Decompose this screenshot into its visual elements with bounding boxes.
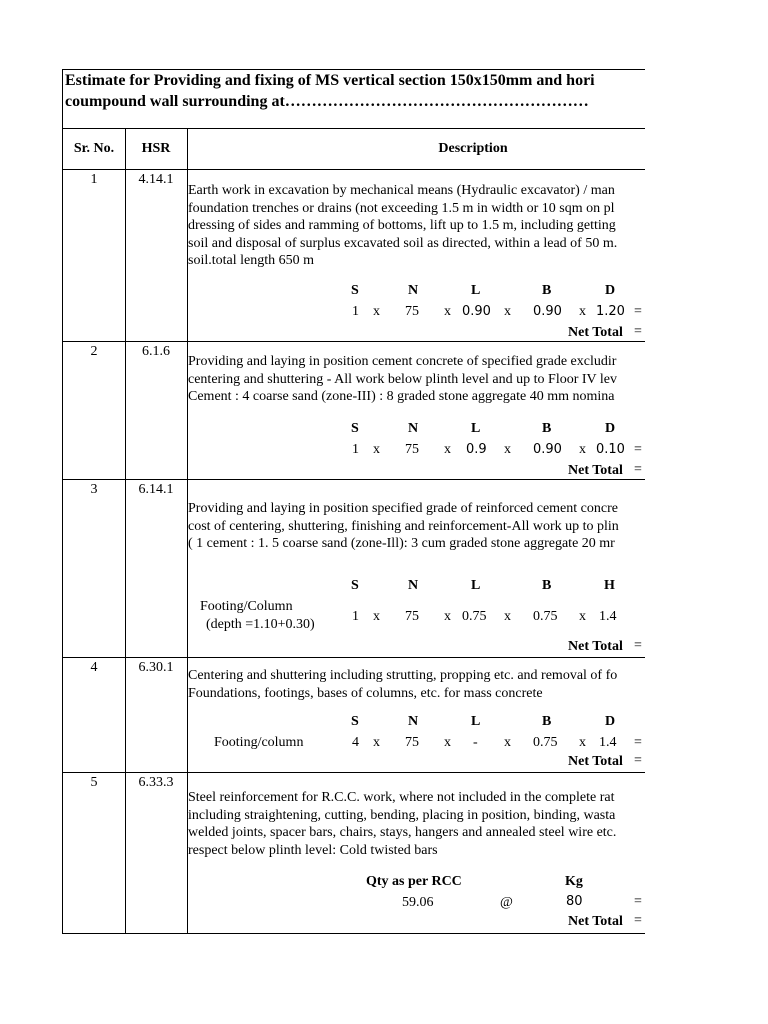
value-d: 0.10 (596, 442, 625, 457)
head-n: N (408, 421, 419, 436)
head-n: N (408, 283, 419, 298)
head-l: L (471, 714, 481, 729)
item-hsr-code: 4.14.1 (138, 172, 174, 187)
times-sign: x (444, 304, 451, 319)
times-sign: x (579, 609, 586, 624)
equals-sign: = (634, 753, 642, 768)
head-h: H (604, 578, 615, 593)
equals-sign: = (634, 304, 642, 319)
times-sign: x (373, 609, 380, 624)
head-d: D (605, 283, 616, 298)
head-l: L (471, 578, 481, 593)
value-d: 1.4 (599, 735, 617, 750)
value-b: 0.75 (533, 609, 558, 624)
head-l: L (471, 283, 481, 298)
head-l: L (471, 421, 481, 436)
times-sign: x (373, 304, 380, 319)
header-bottom-rule (63, 169, 645, 170)
value-n: 75 (405, 609, 419, 624)
row-divider (63, 341, 645, 342)
head-n: N (408, 578, 419, 593)
equals-sign: = (634, 462, 642, 477)
item-sr-no: 4 (90, 660, 98, 675)
head-b: B (542, 421, 552, 436)
item-calculation (63, 712, 645, 772)
head-s: S (351, 578, 359, 593)
value-n: 75 (405, 442, 419, 457)
item-sr-no: 2 (90, 344, 98, 359)
value-b: 0.75 (533, 735, 558, 750)
item-sr-no: 1 (90, 172, 98, 187)
head-d: D (605, 714, 616, 729)
equals-sign: = (634, 913, 642, 928)
header-sr-no: Sr. No. (73, 141, 115, 156)
value-qty: 59.06 (402, 895, 434, 910)
equals-sign: = (634, 638, 642, 653)
value-kg: 80 (566, 894, 583, 909)
value-n: 75 (405, 735, 419, 750)
head-s: S (351, 283, 359, 298)
item-description: Steel reinforcement for R.C.C. work, where not included in the complete rat including straightening, cutting, bending, placing in position, binding, wasta welded joints, spacer bars, chairs, stays, hangers and annealed steel wire etc. respect below plinth level: Cold twisted bars (188, 790, 617, 858)
header-hsr: HSR (141, 141, 171, 156)
value-l: 0.9 (466, 442, 487, 457)
item-description: Providing and laying in position cement concrete of specified grade excludir centering and shuttering - All work below plinth level and up to Floor IV lev Cement : 4 coarse sand (zone-III) : 8 graded stone aggregate 40 mm nomina (188, 354, 617, 405)
times-sign: x (579, 304, 586, 319)
header-description: Description (438, 141, 508, 156)
times-sign: x (373, 442, 380, 457)
row-divider (63, 657, 645, 658)
equals-sign: = (634, 442, 642, 457)
head-b: B (542, 714, 552, 729)
item-calculation (63, 872, 645, 933)
net-total-label: Net Total (568, 463, 623, 478)
times-sign: x (444, 442, 451, 457)
times-sign: x (504, 304, 511, 319)
head-s: S (351, 714, 359, 729)
times-sign: x (504, 442, 511, 457)
at-sign: @ (500, 895, 513, 910)
net-total-label: Net Total (568, 639, 623, 654)
item-hsr-code: 6.33.3 (138, 775, 174, 790)
net-total-label: Net Total (568, 914, 623, 929)
times-sign: x (579, 735, 586, 750)
item-description: Providing and laying in position specified grade of reinforced cement concre cost of centering, shuttering, finishing and reinforcement-All work up to plin ( 1 cement : 1. 5 coarse sand (zone-Ill): 3 cum graded stone aggregate 20 mr (188, 501, 619, 552)
estimate-title-line1: Estimate for Providing and fixing of MS vertical section 150x150mm and hori (65, 72, 595, 89)
equals-sign: = (634, 735, 642, 750)
value-l: - (473, 735, 478, 750)
value-s: 1 (352, 442, 359, 457)
value-l: 0.75 (462, 609, 487, 624)
item-description: Centering and shuttering including strutting, propping etc. and removal of fo Foundations, footings, bases of columns, etc. for mass concrete (188, 668, 618, 701)
times-sign: x (579, 442, 586, 457)
header-top-rule (63, 128, 645, 129)
times-sign: x (373, 735, 380, 750)
row-divider (63, 772, 645, 773)
net-total-label: Net Total (568, 754, 623, 769)
equals-sign: = (634, 894, 642, 909)
item-sr-no: 3 (90, 482, 98, 497)
item-calculation (63, 576, 645, 657)
net-total-label: Net Total (568, 325, 623, 340)
item-calculation (63, 419, 645, 479)
column-divider (125, 128, 126, 933)
item-sr-no: 5 (90, 775, 98, 790)
times-sign: x (444, 609, 451, 624)
value-l: 0.90 (462, 304, 491, 319)
times-sign: x (444, 735, 451, 750)
value-h: 1.4 (599, 609, 617, 624)
times-sign: x (504, 735, 511, 750)
value-b: 0.90 (533, 304, 562, 319)
item-calculation (63, 281, 645, 341)
qty-as-per-rcc-head: Qty as per RCC (366, 874, 462, 889)
estimate-sheet (62, 69, 645, 934)
head-b: B (542, 283, 552, 298)
kg-head: Kg (565, 874, 583, 889)
value-d: 1.20 (596, 304, 625, 319)
depth-note: (depth =1.10+0.30) (206, 617, 315, 632)
footing-column-label: Footing/Column (200, 599, 293, 614)
head-d: D (605, 421, 616, 436)
row-divider (63, 479, 645, 480)
item-hsr-code: 6.30.1 (138, 660, 174, 675)
item-hsr-code: 6.1.6 (142, 344, 170, 359)
times-sign: x (504, 609, 511, 624)
value-s: 4 (352, 735, 359, 750)
value-n: 75 (405, 304, 419, 319)
head-s: S (351, 421, 359, 436)
value-s: 1 (352, 304, 359, 319)
equals-sign: = (634, 324, 642, 339)
head-b: B (542, 578, 552, 593)
value-b: 0.90 (533, 442, 562, 457)
item-hsr-code: 6.14.1 (138, 482, 174, 497)
item-description: Earth work in excavation by mechanical means (Hydraulic excavator) / man foundation trenches or drains (not exceeding 1.5 m in width or 10 sqm on pl dressing of sides and ramming of bottoms, lift up to 1.5 m, including getting soil and disposal of surplus excavated soil as directed, within a lead of 50 m. soil.total length 650 m (188, 183, 618, 269)
head-n: N (408, 714, 419, 729)
footing-column-label: Footing/column (214, 735, 304, 750)
estimate-title-line2: coumpound wall surrounding at………………………………………………… (65, 93, 589, 110)
value-s: 1 (352, 609, 359, 624)
